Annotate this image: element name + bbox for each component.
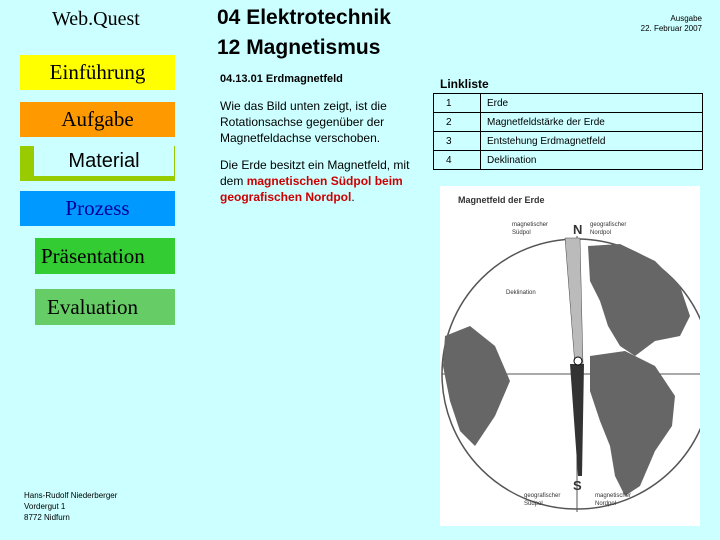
label-geo-suedpol-2: Südpol [524, 501, 543, 507]
linkliste-table [433, 93, 703, 170]
label-n: N [573, 222, 583, 237]
nav-aufgabe[interactable]: Aufgabe [20, 102, 175, 137]
nav-praesentation[interactable]: Präsentation [35, 238, 175, 274]
link-num: 4 [434, 151, 481, 170]
paragraph2-start: Die Erde besitzt ein Magnetfeld, mit dem [220, 158, 410, 188]
link-row[interactable] [434, 151, 703, 170]
link-label[interactable]: Deklination [481, 151, 703, 170]
paragraph-rotation-axis: Wie das Bild unten zeigt, ist die Rotationsachse gegenüber der Magnetfeldachse verschoben. [220, 99, 387, 145]
page-title-line1: 04 Elektrotechnik [217, 6, 391, 29]
link-label[interactable]: Entstehung Erdmagnetfeld [481, 132, 703, 151]
nav-einfuehrung[interactable]: Einführung [20, 55, 175, 90]
nav-prozess[interactable]: Prozess [20, 191, 175, 226]
author-name: Hans-Rudolf Niederberger [24, 491, 118, 500]
link-num: 1 [434, 94, 481, 113]
label-geo-nordpol-2: Nordpol [590, 230, 612, 236]
link-label[interactable]: Erde [481, 94, 703, 113]
webquest-brand: Web.Quest [52, 8, 140, 30]
page-title-line2: 12 Magnetismus [217, 36, 381, 59]
link-row[interactable] [434, 113, 703, 132]
paragraph2-highlight: magnetischen Südpol beim geografischen Nordpol [220, 174, 403, 204]
issue-date: 22. Februar 2007 [640, 24, 702, 33]
link-num: 2 [434, 113, 481, 132]
label-s: S [573, 478, 582, 493]
earth-magnetic-field-figure [440, 186, 700, 526]
label-mag-nordpol: magnetischer [595, 493, 632, 499]
issue-info [641, 14, 702, 34]
author-city: 8772 Nidfurn [24, 513, 70, 522]
issue-label: Ausgabe [670, 14, 702, 23]
link-num: 3 [434, 132, 481, 151]
label-mag-suedpol: magnetischer [512, 222, 549, 228]
label-mag-nordpol-2: Nordpol [595, 501, 617, 507]
label-geo-suedpol: geografischer [524, 493, 561, 499]
author-address [24, 490, 117, 523]
author-street: Vordergut 1 [24, 502, 66, 511]
label-deklination: Deklination [506, 290, 536, 296]
link-label[interactable]: Magnetfeldstärke der Erde [481, 113, 703, 132]
link-row[interactable] [434, 132, 703, 151]
earth-magnetic-field-svg [440, 186, 700, 526]
nav-material-label[interactable]: Material [34, 146, 174, 176]
paragraph2-end: . [351, 190, 355, 204]
earth-center-dot [574, 357, 582, 365]
nav-evaluation[interactable]: Evaluation [35, 289, 175, 325]
section-heading: 04.13.01 Erdmagnetfeld [220, 73, 343, 85]
figure-title: Magnetfeld der Erde [458, 195, 545, 205]
label-geo-nordpol: geografischer [590, 222, 627, 228]
label-mag-suedpol-2: Südpol [512, 230, 531, 236]
nav-material[interactable] [20, 146, 175, 181]
paragraph-magnetic-field [220, 157, 425, 205]
link-row[interactable] [434, 94, 703, 113]
linkliste-title: Linkliste [440, 77, 489, 91]
